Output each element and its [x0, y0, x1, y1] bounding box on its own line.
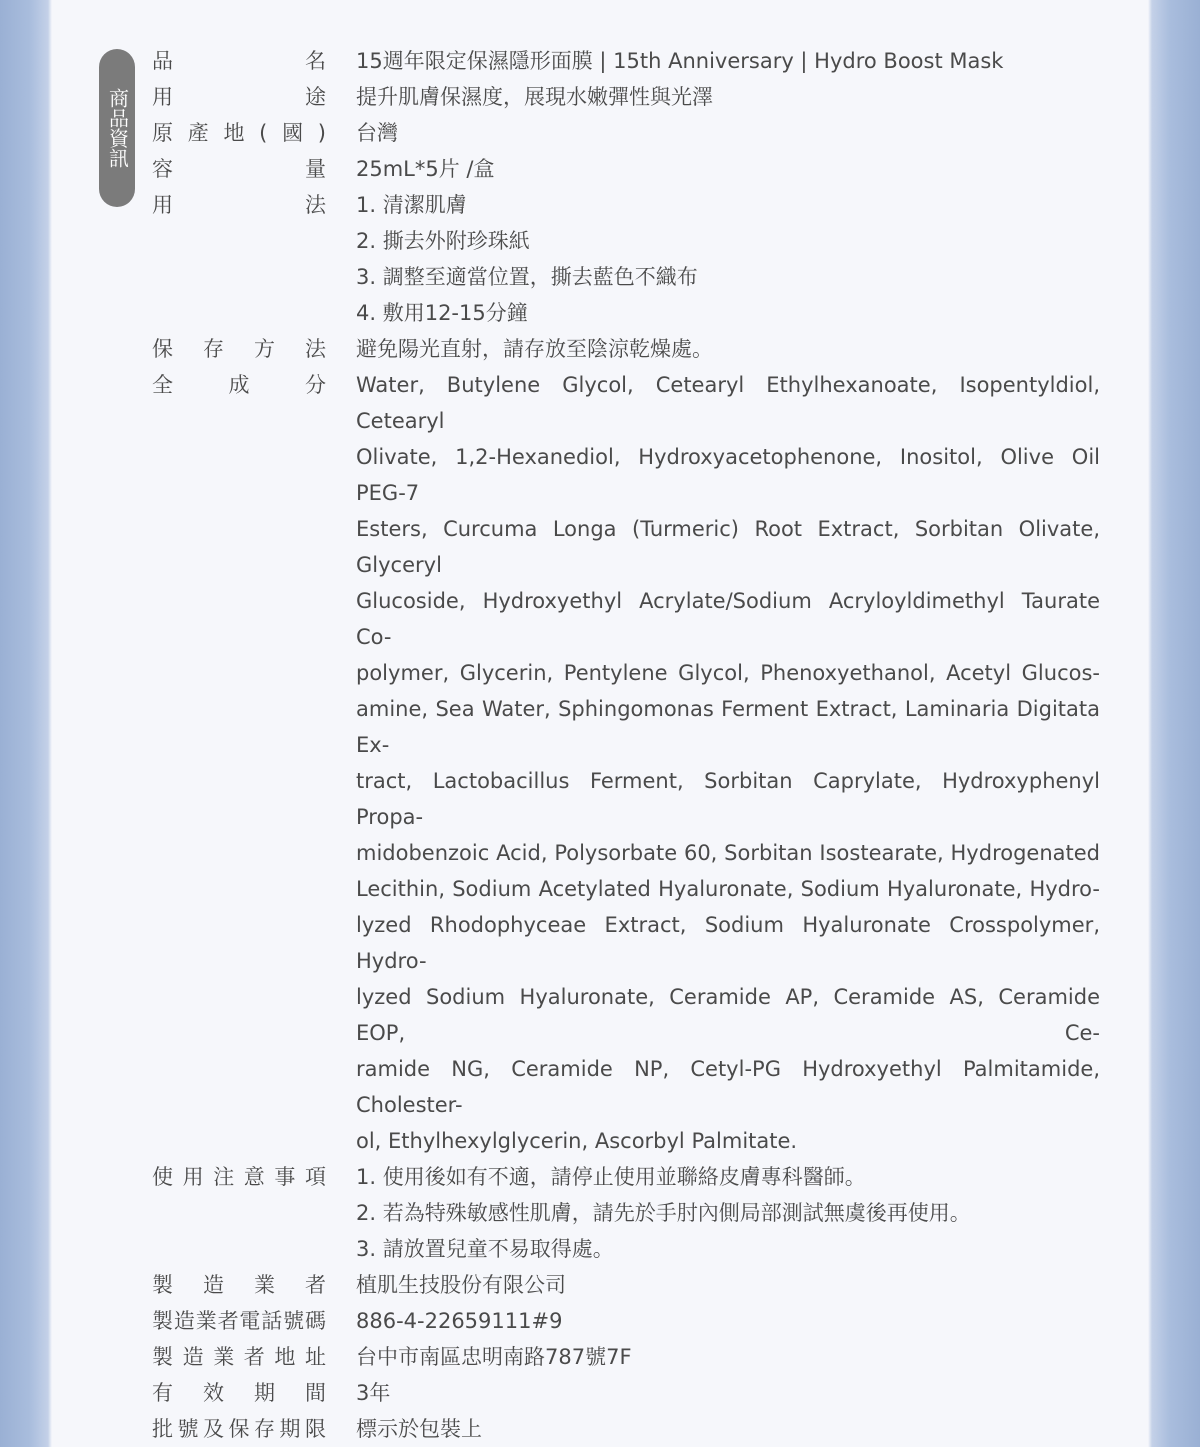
value-name-text: 15週年限定保濕隱形面膜 | 15th Anniversary | Hydro Boost Mask: [356, 49, 1004, 73]
value-phone: [356, 1303, 1100, 1339]
value-storage: [356, 331, 1100, 367]
ingredients-line: lyzed Rhodophyceae Extract, Sodium Hyaluronate Crosspolymer, Hydro-: [356, 913, 1100, 973]
value-shelf-life: [356, 1375, 1100, 1411]
product-info-badge-text: 商品資訊: [105, 88, 130, 168]
ingredients-line: lyzed Sodium Hyaluronate, Ceramide AP, Ceramide AS, Ceramide EOP, Ce-: [356, 985, 1100, 1045]
usage-step: 4. 敷用12-15分鐘: [356, 301, 528, 325]
row-precautions: [0, 1159, 1200, 1267]
label-ingredients: 全成分: [152, 373, 326, 397]
value-purpose-text: 提升肌膚保濕度，展現水嫩彈性與光澤: [356, 85, 713, 109]
row-origin: [0, 115, 1200, 151]
ingredients-line: Olivate, 1,2-Hexanediol, Hydroxyacetophenone, Inositol, Olive Oil PEG-7: [356, 445, 1100, 505]
ingredients-line: Glucoside, Hydroxyethyl Acrylate/Sodium Acryloyldimethyl Taurate Co-: [356, 589, 1100, 649]
precaution-item: 2. 若為特殊敏感性肌膚，請先於手肘內側局部測試無虞後再使用。: [356, 1201, 971, 1225]
value-manufacturer: [356, 1267, 1100, 1303]
spec-table: [0, 43, 1200, 1447]
value-purpose: [356, 79, 1100, 115]
ingredients-line: polymer, Glycerin, Pentylene Glycol, Phenoxyethanol, Acetyl Glucos-: [356, 661, 1100, 685]
value-ingredients: [356, 367, 1100, 1159]
row-phone: [0, 1303, 1200, 1339]
row-batch: [0, 1411, 1200, 1447]
value-address-text: 台中市南區忠明南路787號7F: [356, 1345, 632, 1369]
value-batch: [356, 1411, 1100, 1447]
value-batch-text: 標示於包裝上: [356, 1417, 482, 1441]
label-manufacturer: 製造業者: [152, 1273, 326, 1297]
row-volume: [0, 151, 1200, 187]
label-storage: 保存方法: [152, 337, 326, 361]
label-volume: 容量: [152, 157, 326, 181]
row-address: [0, 1339, 1200, 1375]
label-address: 製造業者地址: [152, 1345, 326, 1369]
label-name: 品名: [152, 49, 326, 73]
row-ingredients: [0, 367, 1200, 1159]
value-origin-text: 台灣: [356, 121, 398, 145]
label-usage: 用法: [152, 193, 326, 217]
usage-step: 1. 清潔肌膚: [356, 193, 467, 217]
precaution-item: 3. 請放置兒童不易取得處。: [356, 1237, 614, 1261]
value-precautions: [356, 1159, 1100, 1267]
value-address: [356, 1339, 1100, 1375]
value-origin: [356, 115, 1100, 151]
ingredients-line: amine, Sea Water, Sphingomonas Ferment Extract, Laminaria Digitata Ex-: [356, 697, 1100, 757]
value-shelf-life-text: 3年: [356, 1381, 391, 1405]
ingredients-line: Lecithin, Sodium Acetylated Hyaluronate, Sodium Hyaluronate, Hydro-: [356, 877, 1100, 901]
row-manufacturer: [0, 1267, 1200, 1303]
precaution-item: 1. 使用後如有不適，請停止使用並聯絡皮膚專科醫師。: [356, 1165, 866, 1189]
ingredients-line: tract, Lactobacillus Ferment, Sorbitan Caprylate, Hydroxyphenyl Propa-: [356, 769, 1100, 829]
value-volume-text: 25mL*5片 /盒: [356, 157, 495, 181]
value-usage: [356, 187, 1100, 331]
value-storage-text: 避免陽光直射，請存放至陰涼乾燥處。: [356, 337, 713, 361]
usage-step: 3. 調整至適當位置，撕去藍色不織布: [356, 265, 698, 289]
ingredients-line: Esters, Curcuma Longa (Turmeric) Root Extract, Sorbitan Olivate, Glyceryl: [356, 517, 1100, 577]
value-volume: [356, 151, 1100, 187]
row-storage: [0, 331, 1200, 367]
row-purpose: [0, 79, 1200, 115]
label-batch: 批號及保存期限: [152, 1417, 326, 1441]
value-manufacturer-text: 植肌生技股份有限公司: [356, 1273, 566, 1297]
usage-step: 2. 撕去外附珍珠紙: [356, 229, 530, 253]
ingredients-line: Water, Butylene Glycol, Cetearyl Ethylhexanoate, Isopentyldiol, Cetearyl: [356, 373, 1100, 433]
label-shelf-life: 有效期間: [152, 1381, 326, 1405]
row-name: [0, 43, 1200, 79]
value-name: [356, 43, 1100, 79]
ingredients-line: ramide NG, Ceramide NP, Cetyl-PG Hydroxyethyl Palmitamide, Cholester-: [356, 1057, 1100, 1117]
label-purpose: 用途: [152, 85, 326, 109]
label-phone: 製造業者電話號碼: [152, 1309, 326, 1333]
value-phone-text: 886-4-22659111#9: [356, 1309, 563, 1333]
row-usage: [0, 187, 1200, 331]
ingredients-line: midobenzoic Acid, Polysorbate 60, Sorbitan Isostearate, Hydrogenated: [356, 841, 1100, 865]
label-precautions: 使用注意事項: [152, 1165, 326, 1189]
ingredients-line: ol, Ethylhexylglycerin, Ascorbyl Palmitate.: [356, 1129, 798, 1153]
label-origin: 原產地(國): [152, 121, 326, 145]
row-shelf-life: [0, 1375, 1200, 1411]
